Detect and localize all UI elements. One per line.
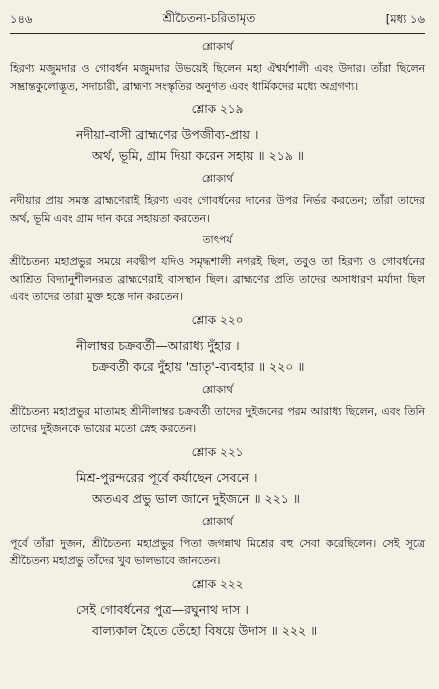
verse-number: শ্লোক ২২০ [191,312,244,327]
paragraph: পূর্বে তাঁরা দুজন, শ্রীচৈতন্য মহাপ্রভুর পিতা জগন্নাথ মিশ্রের বহু সেবা করেছিলেন। সেই সূত্রে শ্রীচৈতন্য মহাপ্রভু তাঁদের খুব ভালভাবে জানতেন। [10,536,425,567]
running-title: শ্রীচৈতন্য-চরিতামৃত [162,11,256,25]
paragraph: শ্রীচৈতন্য মহাপ্রভুর মাতামহ শ্রীনীলাম্বর চক্রবর্তী তাদের দুইজনের পরম আরাধ্য ছিলেন, এবং তিনি তাদের দুইজনকে ভায়ের মতো স্নেহ করতেন। [10,404,425,435]
paragraph: নদীয়ার প্রায় সমস্ত ব্রাহ্মণেরাই হিরণ্য এবং গোবর্ধনের দানের উপর নির্ভর করতেন; তাঁরা তাদের অর্থ, ভূমি এবং গ্রাম দান করে সহায়তা করতেন। [10,194,425,225]
verse-number: শ্লোক ২১৯ [191,102,244,116]
verse-line: অর্থ, ভূমি, গ্রাম দিয়া করেন সহায় ॥ ২১৯ ॥ [92,148,304,163]
section-label: তাৎপর্য [202,234,233,246]
verse-number: শ্লোক ২২২ [191,576,244,591]
page-header [10,10,425,34]
verse-line: চক্রবর্তী করে দুঁহায় 'ভ্রাতৃ'-ব্যবহার ॥ ২২০ ॥ [92,358,305,374]
page-number: ১৪৬ [10,12,33,26]
section-label: শ্লোকার্থ [201,41,234,53]
verse-line: নদীয়া-বাসী ব্রাহ্মণের উপজীব্য-প্রায় । [76,127,259,142]
paragraph: শ্রীচৈতন্য মহাপ্রভুর সময়ে নবদ্বীপ যদিও সমৃদ্ধশালী নগরই ছিল, তবুও তা হিরণ্য ও গোবর্ধনের আশ্রিত বিদ্যানুশীলনরত ব্রাহ্মণেরাই বাসস্থান ছিল। ব্রাহ্মণের প্রতি তাদের অসাধারণ মর্যাদা ছিল এবং তাদের তারা মুক্ত হস্তে দান করতেন। [10,255,425,303]
verse-number: শ্লোক ২২১ [191,444,244,459]
section-label: শ্লোকার্থ [201,173,234,185]
verse-line: বাল্যকাল হৈতে তেঁহো বিষয়ে উদাস ॥ ২২২ ॥ [92,622,318,638]
paragraph: হিরণ্য মজুমদার ও গোবর্ধন মজুমদার উভয়েই ছিলেন মহা ঐশ্বর্যশালী এবং উদার। তাঁরা ছিলেন সম্ভ্রান্তকুলোদ্ভূত, সদাচারী, ব্রাহ্মণ্য সংস্কৃতির অনুগত এবং ধার্মিকদের মধ্যে অগ্রগণ্য। [10,62,425,93]
verse-line: নীলাম্বর চক্রবর্তী—আরাধ্য দুঁহার । [76,337,240,353]
chapter-reference: [মধ্য ১৬ [385,12,425,26]
section-label: শ্লোকার্থ [201,515,234,528]
verse-line: সেই গোবর্ধনের পুত্র—রঘুনাথ দাস । [76,601,249,617]
section-label: শ্লোকার্থ [201,383,234,396]
verse-line: অতএব প্রভু ভাল জানে দুইজনে ॥ ২২১ ॥ [92,490,300,506]
page-body [10,40,425,641]
verse-line: মিশ্র-পুরন্দরের পূর্বে কর্যাছেন সেবনে । [76,469,258,485]
